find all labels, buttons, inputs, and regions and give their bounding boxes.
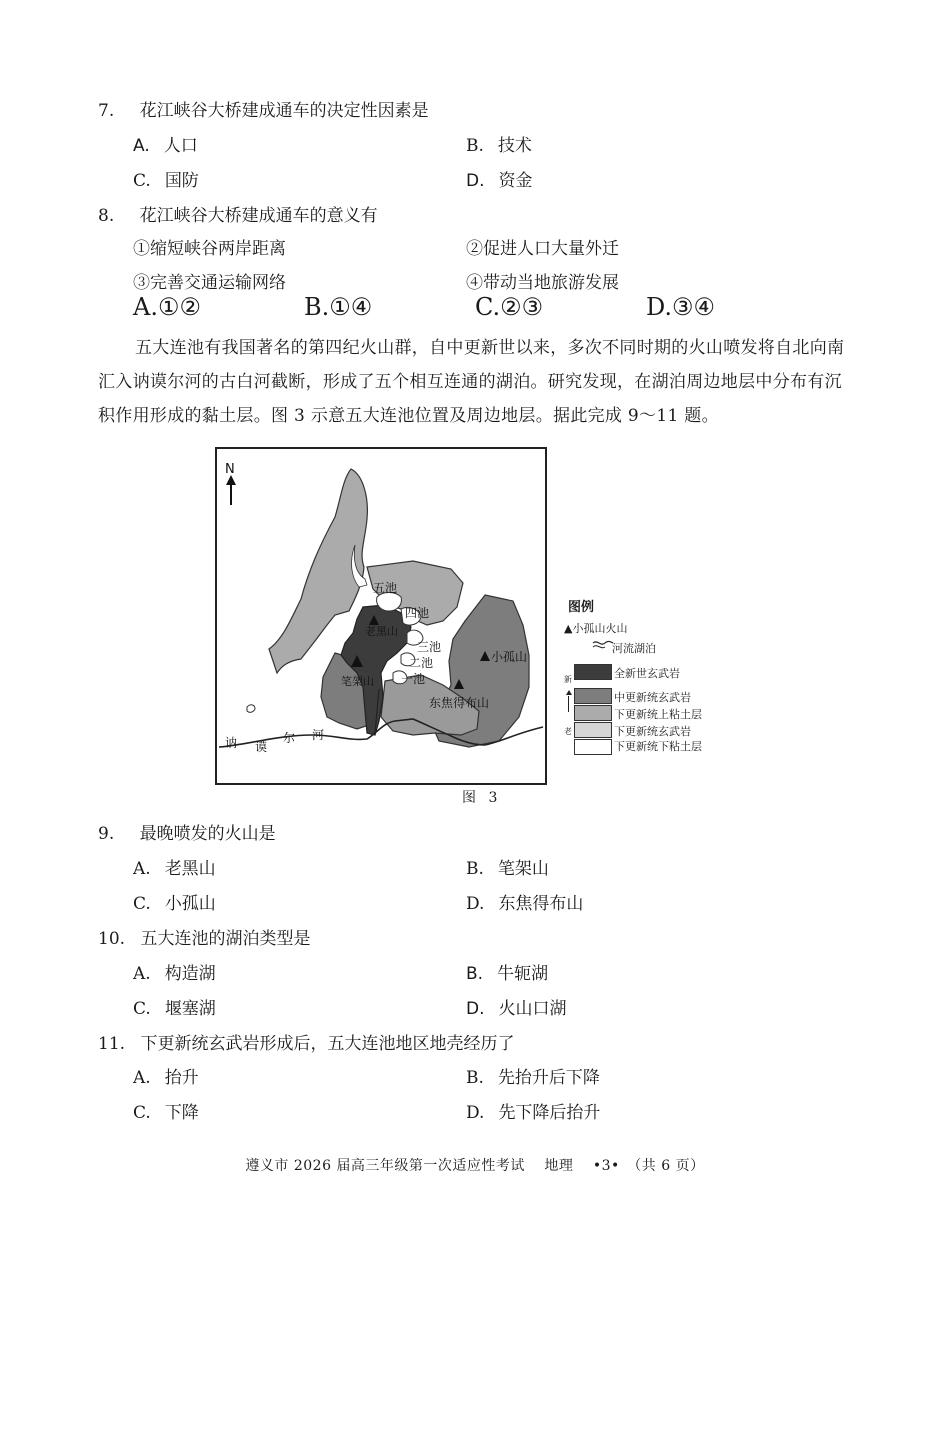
q11-option-d[interactable]: D. 先下降后抬升 <box>466 1103 601 1123</box>
q11-stem-line <box>98 1029 514 1054</box>
q7-stem-line <box>98 96 429 121</box>
q7-option-a[interactable]: A. 人口 <box>133 136 198 156</box>
q8-option-c[interactable]: C.②③ <box>475 293 544 321</box>
q9-stem-line <box>98 819 276 844</box>
q7-stem: 花江峡谷大桥建成通车的决定性因素是 <box>139 101 429 121</box>
label-lake-1: 一池 <box>401 672 426 686</box>
q10-option-d[interactable]: D. 火山口湖 <box>466 999 567 1019</box>
map-svg <box>217 449 545 783</box>
q8-stem-line <box>98 201 378 226</box>
q10-option-a[interactable]: A. 构造湖 <box>133 964 216 984</box>
intro-paragraph: 五大连池有我国著名的第四纪火山群，自中更新世以来，多次不同时期的火山喷发将自北向南汇入讷谟尔河的古白河截断，形成了五个相互连通的湖泊。研究发现，在湖泊周边地层中分布有沉积作用形成的黏土层。图 3 示意五大连池位置及周边地层。据此完成 9～11 题。 <box>98 338 845 426</box>
label-river-1: 讷 <box>225 736 238 750</box>
q7-number: 7. <box>98 101 115 121</box>
label-volcano-bijia: 笔架山 <box>341 675 374 688</box>
q8-option-a[interactable]: A.①② <box>133 293 201 321</box>
label-lake-2: 二池 <box>409 656 434 670</box>
q8-item-2: ②促进人口大量外迁 <box>466 239 619 259</box>
q8-option-b[interactable]: B.①④ <box>304 293 373 321</box>
legend-label-lower-clay: 下更新统下粘土层 <box>614 740 702 753</box>
q7-option-d[interactable]: D. 资金 <box>466 171 533 191</box>
q10-stem: 五大连池的湖泊类型是 <box>140 929 311 949</box>
legend-swatch-upper-clay <box>574 705 612 721</box>
label-volcano-dongjiaodebu: 东焦得布山 <box>429 696 490 710</box>
q9-option-d[interactable]: D. 东焦得布山 <box>466 894 584 914</box>
q8-stem: 花江峡谷大桥建成通车的意义有 <box>139 206 378 226</box>
legend-label-lower-basalt: 下更新统玄武岩 <box>614 725 691 738</box>
label-lake-3: 三池 <box>417 640 442 654</box>
legend-volcano: ▲小孤山火山 <box>564 622 628 635</box>
legend-age-line <box>568 696 569 712</box>
q10-option-b[interactable]: B. 牛轭湖 <box>466 964 549 984</box>
q10-option-c[interactable]: C. 堰塞湖 <box>133 999 216 1019</box>
legend-river-lake: 河流湖泊 <box>612 642 656 655</box>
legend-old-mark: 老 <box>564 727 572 736</box>
label-volcano-xiaogu: 小孤山 <box>491 650 528 664</box>
label-river-2: 谟 <box>255 740 268 754</box>
q9-option-b[interactable]: B. 笔架山 <box>466 859 549 879</box>
q8-number: 8. <box>98 206 115 226</box>
q11-option-a[interactable]: A. 抬升 <box>133 1068 199 1088</box>
figure-map <box>215 447 547 785</box>
legend-new-mark: 新 <box>564 675 572 684</box>
q11-option-b[interactable]: B. 先抬升后下降 <box>466 1068 600 1088</box>
label-river-3: 尔 <box>283 731 296 745</box>
label-river-4: 河 <box>312 728 325 742</box>
q8-item-4: ④带动当地旅游发展 <box>466 273 619 293</box>
q9-option-a[interactable]: A. 老黑山 <box>133 859 216 879</box>
q7-option-b[interactable]: B. 技术 <box>466 136 532 156</box>
lake-5 <box>377 593 402 612</box>
q8-item-1: ①缩短峡谷两岸距离 <box>133 239 286 259</box>
legend-label-upper-clay: 下更新统上粘土层 <box>614 708 702 721</box>
page-footer: 遵义市 2026 届高三年级第一次适应性考试 地理 •3• （共 6 页） <box>245 1158 705 1174</box>
q9-number: 9. <box>98 824 115 844</box>
river-lake-icon <box>592 638 614 650</box>
q11-option-c[interactable]: C. 下降 <box>133 1103 199 1123</box>
north-label: N <box>225 462 235 477</box>
legend-title: 图例 <box>568 600 595 615</box>
q8-item-3: ③完善交通运输网络 <box>133 273 286 293</box>
legend-label-holocene: 全新世玄武岩 <box>614 667 680 680</box>
q9-option-c[interactable]: C. 小孤山 <box>133 894 216 914</box>
q11-number: 11. <box>98 1034 126 1054</box>
small-island <box>247 705 255 712</box>
q10-stem-line <box>98 924 310 949</box>
q8-option-d[interactable]: D.③④ <box>646 293 716 321</box>
legend-swatch-mid-pleistocene <box>574 688 612 704</box>
legend-age-arrow-icon <box>566 690 572 695</box>
q7-option-c[interactable]: C. 国防 <box>133 171 199 191</box>
legend-label-mid-pleistocene: 中更新统玄武岩 <box>614 691 691 704</box>
figure-caption: 图 3 <box>462 790 502 806</box>
q10-number: 10. <box>98 929 126 949</box>
legend-swatch-lower-basalt <box>574 722 612 738</box>
q9-stem: 最晚喷发的火山是 <box>139 824 276 844</box>
label-lake-5: 五池 <box>373 581 398 595</box>
q11-stem: 下更新统玄武岩形成后，五大连池地区地壳经历了 <box>140 1034 515 1054</box>
legend-swatch-holocene <box>574 664 612 680</box>
label-volcano-laohei: 老黑山 <box>365 625 398 638</box>
label-lake-4: 四池 <box>405 606 430 620</box>
legend-swatch-lower-clay <box>574 739 612 755</box>
